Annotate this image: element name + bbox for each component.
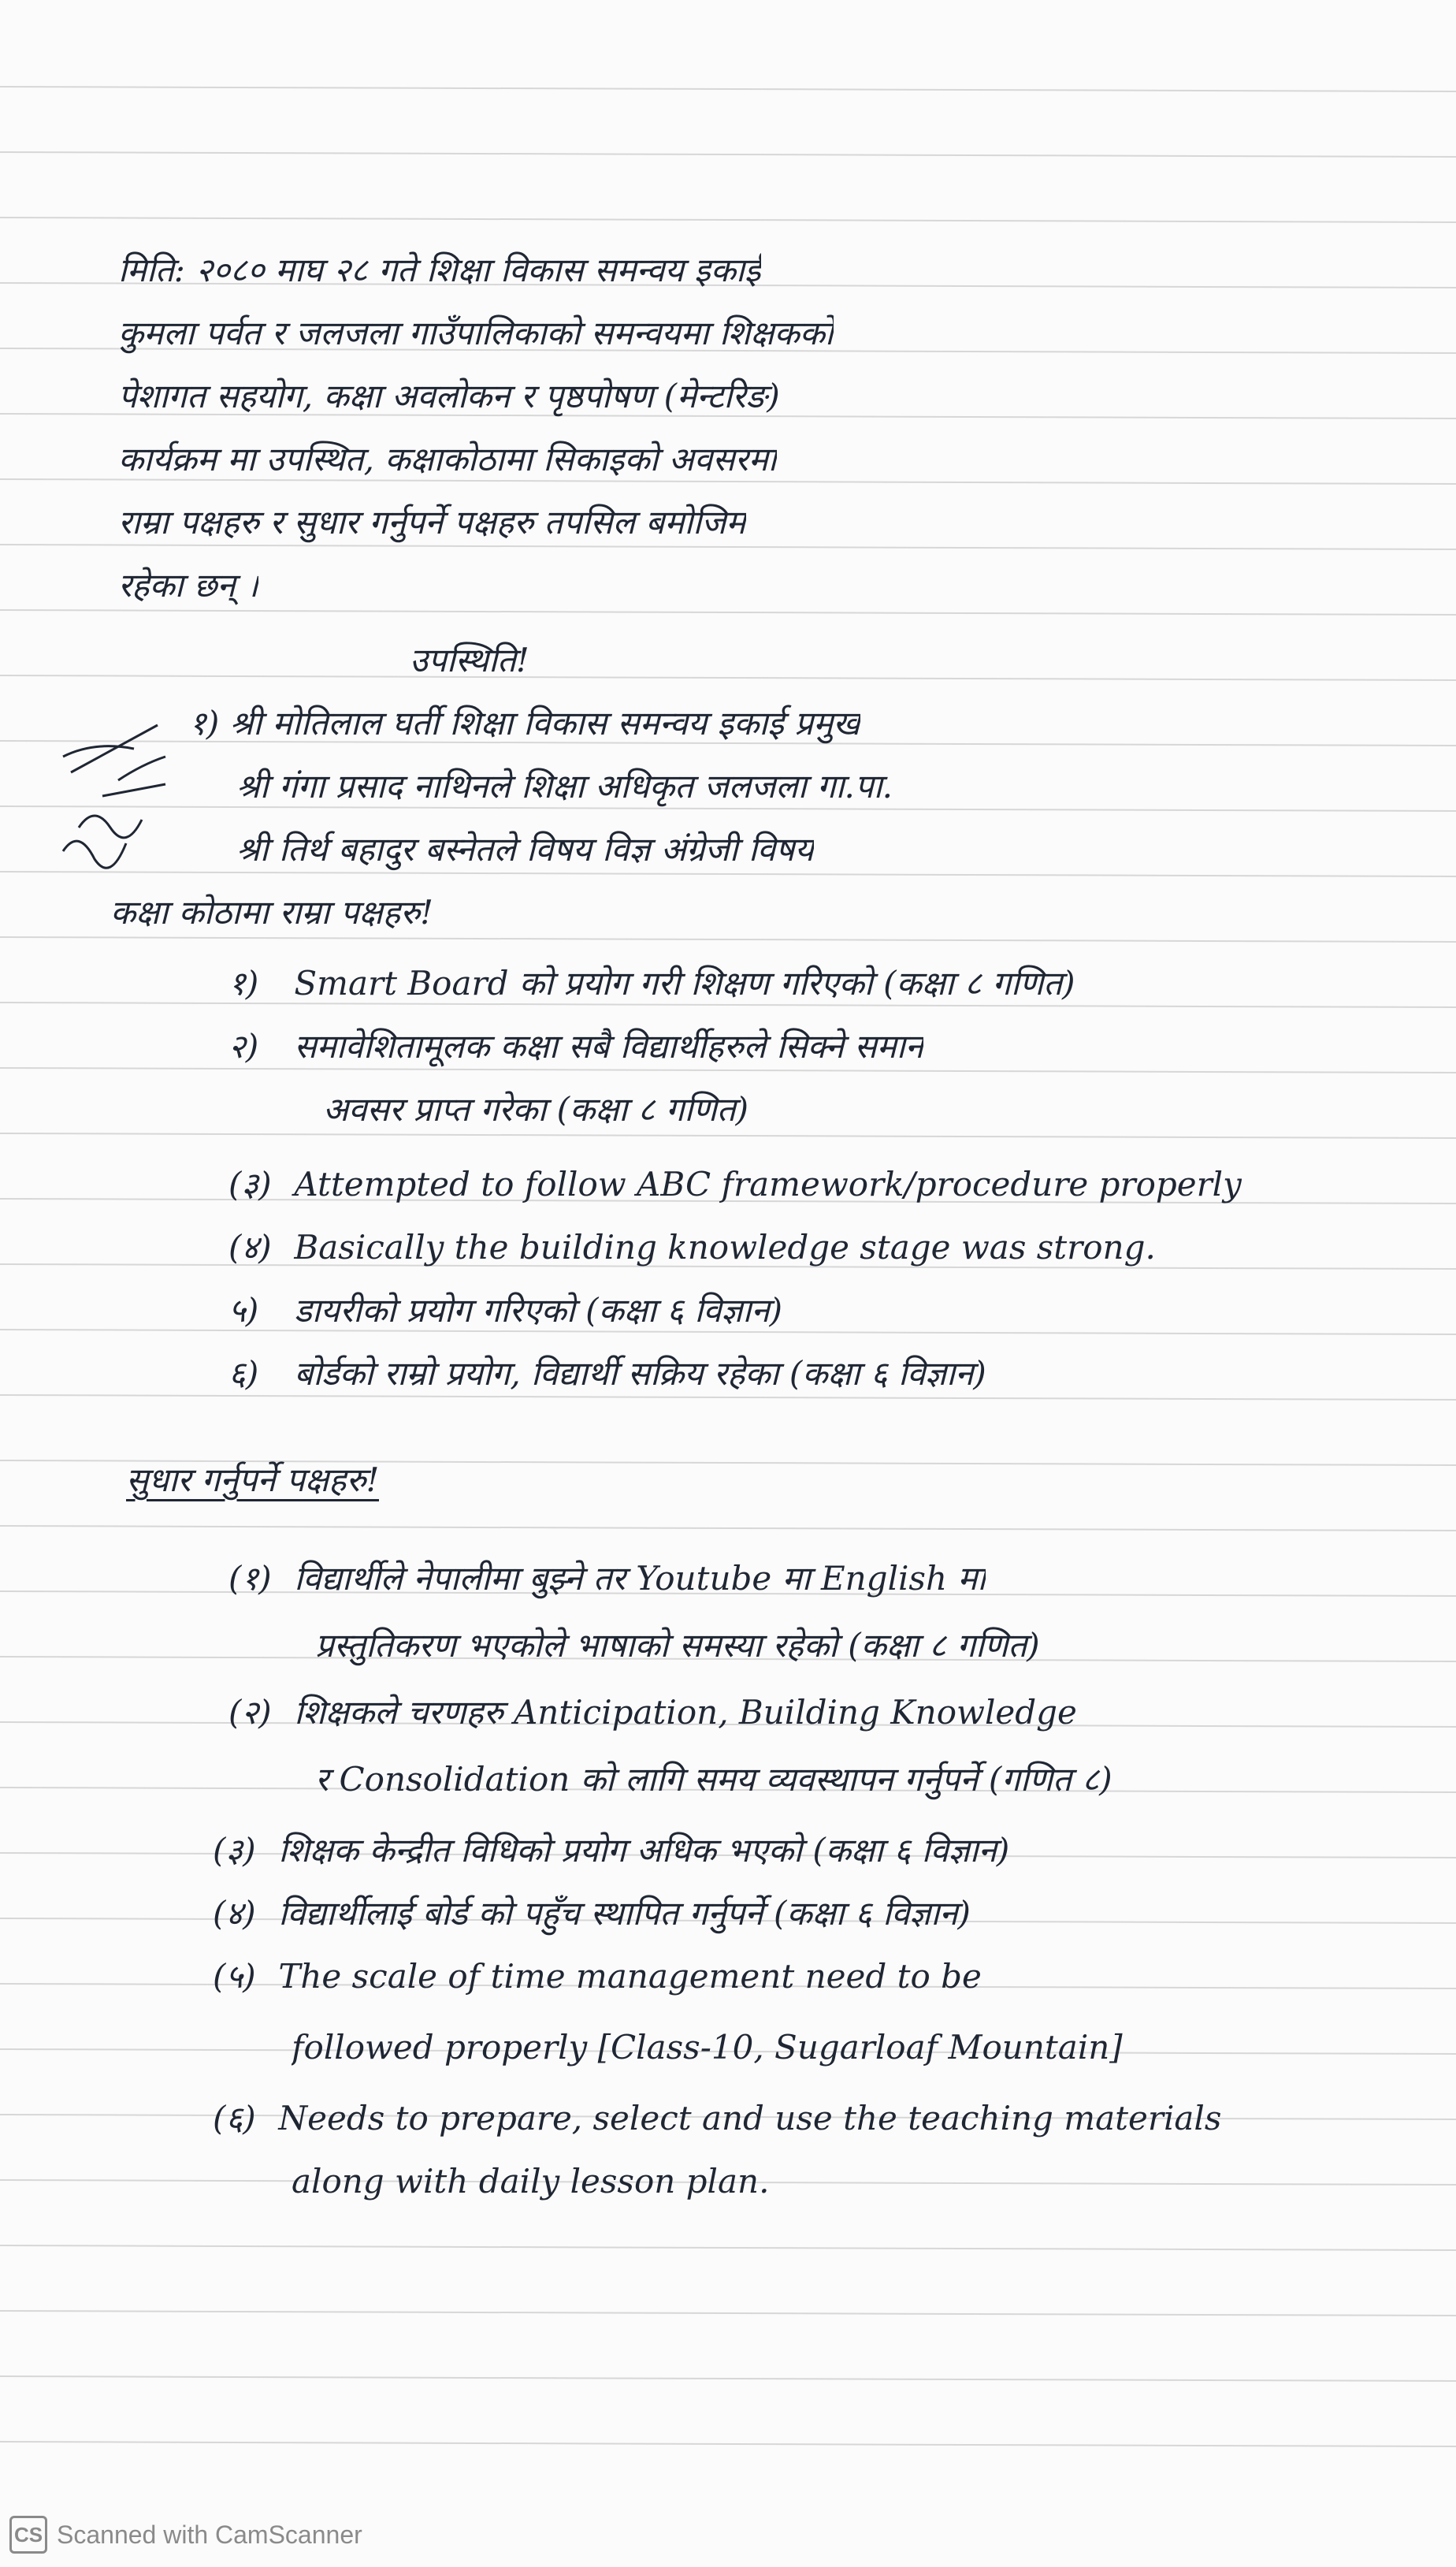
good-point: (४) Basically the building knowledge stage was strong. xyxy=(228,1228,1156,1267)
ruled-line xyxy=(0,2376,1456,2381)
ruled-line xyxy=(0,937,1456,942)
improve-point: (६) Needs to prepare, select and use the teaching materials xyxy=(213,2099,1222,2137)
camscanner-footer xyxy=(0,2502,441,2567)
intro-line-3: पेशागत सहयोग, कक्षा अवलोकन र पृष्ठपोषण (मेन्टरिङ) xyxy=(118,377,780,415)
scanner-text: Scanned with CamScanner xyxy=(57,2520,362,2549)
improve-point: (१) विद्यार्थीले नेपालीमा बुझ्ने तर Youtube मा English मा xyxy=(228,1559,986,1598)
ruled-line xyxy=(0,218,1456,222)
intro-line-2: कुमला पर्वत र जलजला गाउँपालिकाको समन्वयमा शिक्षकको xyxy=(118,314,834,352)
attendance-heading: उपस्थिति! xyxy=(410,641,529,679)
ruled-line xyxy=(0,2245,1456,2250)
attendance-line-1: १) श्री मोतिलाल घर्ती शिक्षा विकास समन्वय इकाई प्रमुख xyxy=(189,704,860,742)
ruled-line xyxy=(0,87,1456,91)
good-point-continuation: अवसर प्राप्त गरेका (कक्षा ८ गणित) xyxy=(323,1090,749,1129)
ruled-line xyxy=(0,2442,1456,2446)
good-point: २) समावेशितामूलक कक्षा सबै विद्यार्थीहरुले सिक्ने समान xyxy=(228,1027,924,1066)
improve-point: (५) The scale of time management need to be xyxy=(213,1957,982,1996)
good-point: (३) Attempted to follow ABC framework/procedure properly xyxy=(228,1165,1242,1204)
intro-line-5: राम्रा पक्षहरु र सुधार गर्नुपर्ने पक्षहरु तपसिल बमोजिम xyxy=(118,503,746,541)
improve-point-continuation: followed properly [Class-10, Sugarloaf Mountain] xyxy=(292,2028,1123,2067)
intro-line-4: कार्यक्रम मा उपस्थित, कक्षाकोठामा सिकाइको अवसरमा xyxy=(118,440,777,478)
improve-point-continuation: प्रस्तुतिकरण भएकोले भाषाको समस्या रहेको (कक्षा ८ गणित) xyxy=(315,1626,1040,1665)
ruled-line xyxy=(0,2311,1456,2316)
ruled-line xyxy=(0,152,1456,157)
good-point: १) Smart Board को प्रयोग गरी शिक्षण गरिएको (कक्षा ८ गणित) xyxy=(228,964,1075,1003)
attendance-line-2: श्री गंगा प्रसाद नाथिनले शिक्षा अधिकृत जलजला गा.पा. xyxy=(236,767,893,805)
good-point: ५) डायरीको प्रयोग गरिएको (कक्षा ६ विज्ञान) xyxy=(228,1291,783,1330)
ruled-line xyxy=(0,610,1456,615)
intro-line-1: मिति: २०८० माघ २८ गते शिक्षा विकास समन्वय इकाई xyxy=(118,251,761,289)
improve-point-continuation: along with daily lesson plan. xyxy=(292,2162,770,2201)
ruled-line xyxy=(0,545,1456,549)
camscanner-logo: CS xyxy=(9,2516,47,2554)
improve-point-continuation: र Consolidation को लागि समय व्यवस्थापन गर्नुपर्ने (गणित ८) xyxy=(315,1760,1112,1799)
intro-line-6: रहेका छन् । xyxy=(118,566,258,605)
good-points-heading: कक्षा कोठामा राम्रा पक्षहरु! xyxy=(110,893,434,932)
improve-heading: सुधार गर्नुपर्ने पक्षहरु! xyxy=(126,1460,380,1499)
improve-point: (२) शिक्षकले चरणहरु Anticipation, Building Knowledge xyxy=(228,1693,1077,1732)
improve-point: (३) शिक्षक केन्द्रीत विधिको प्रयोग अधिक भएको (कक्षा ६ विज्ञान) xyxy=(213,1831,1010,1869)
good-point: ६) बोर्डको राम्रो प्रयोग, विद्यार्थी सक्रिय रहेका (कक्षा ६ विज्ञान) xyxy=(228,1354,986,1393)
attendance-line-3: श्री तिर्थ बहादुर बस्नेतले विषय विज्ञ अंग्रेजी विषय xyxy=(236,830,814,869)
improve-point: (४) विद्यार्थीलाई बोर्ड को पहुँच स्थापित गर्नुपर्ने (कक्षा ६ विज्ञान) xyxy=(213,1894,971,1933)
ruled-line xyxy=(0,675,1456,680)
ruled-line xyxy=(0,1133,1456,1138)
ruled-line xyxy=(0,1526,1456,1531)
margin-scribble xyxy=(47,709,221,898)
